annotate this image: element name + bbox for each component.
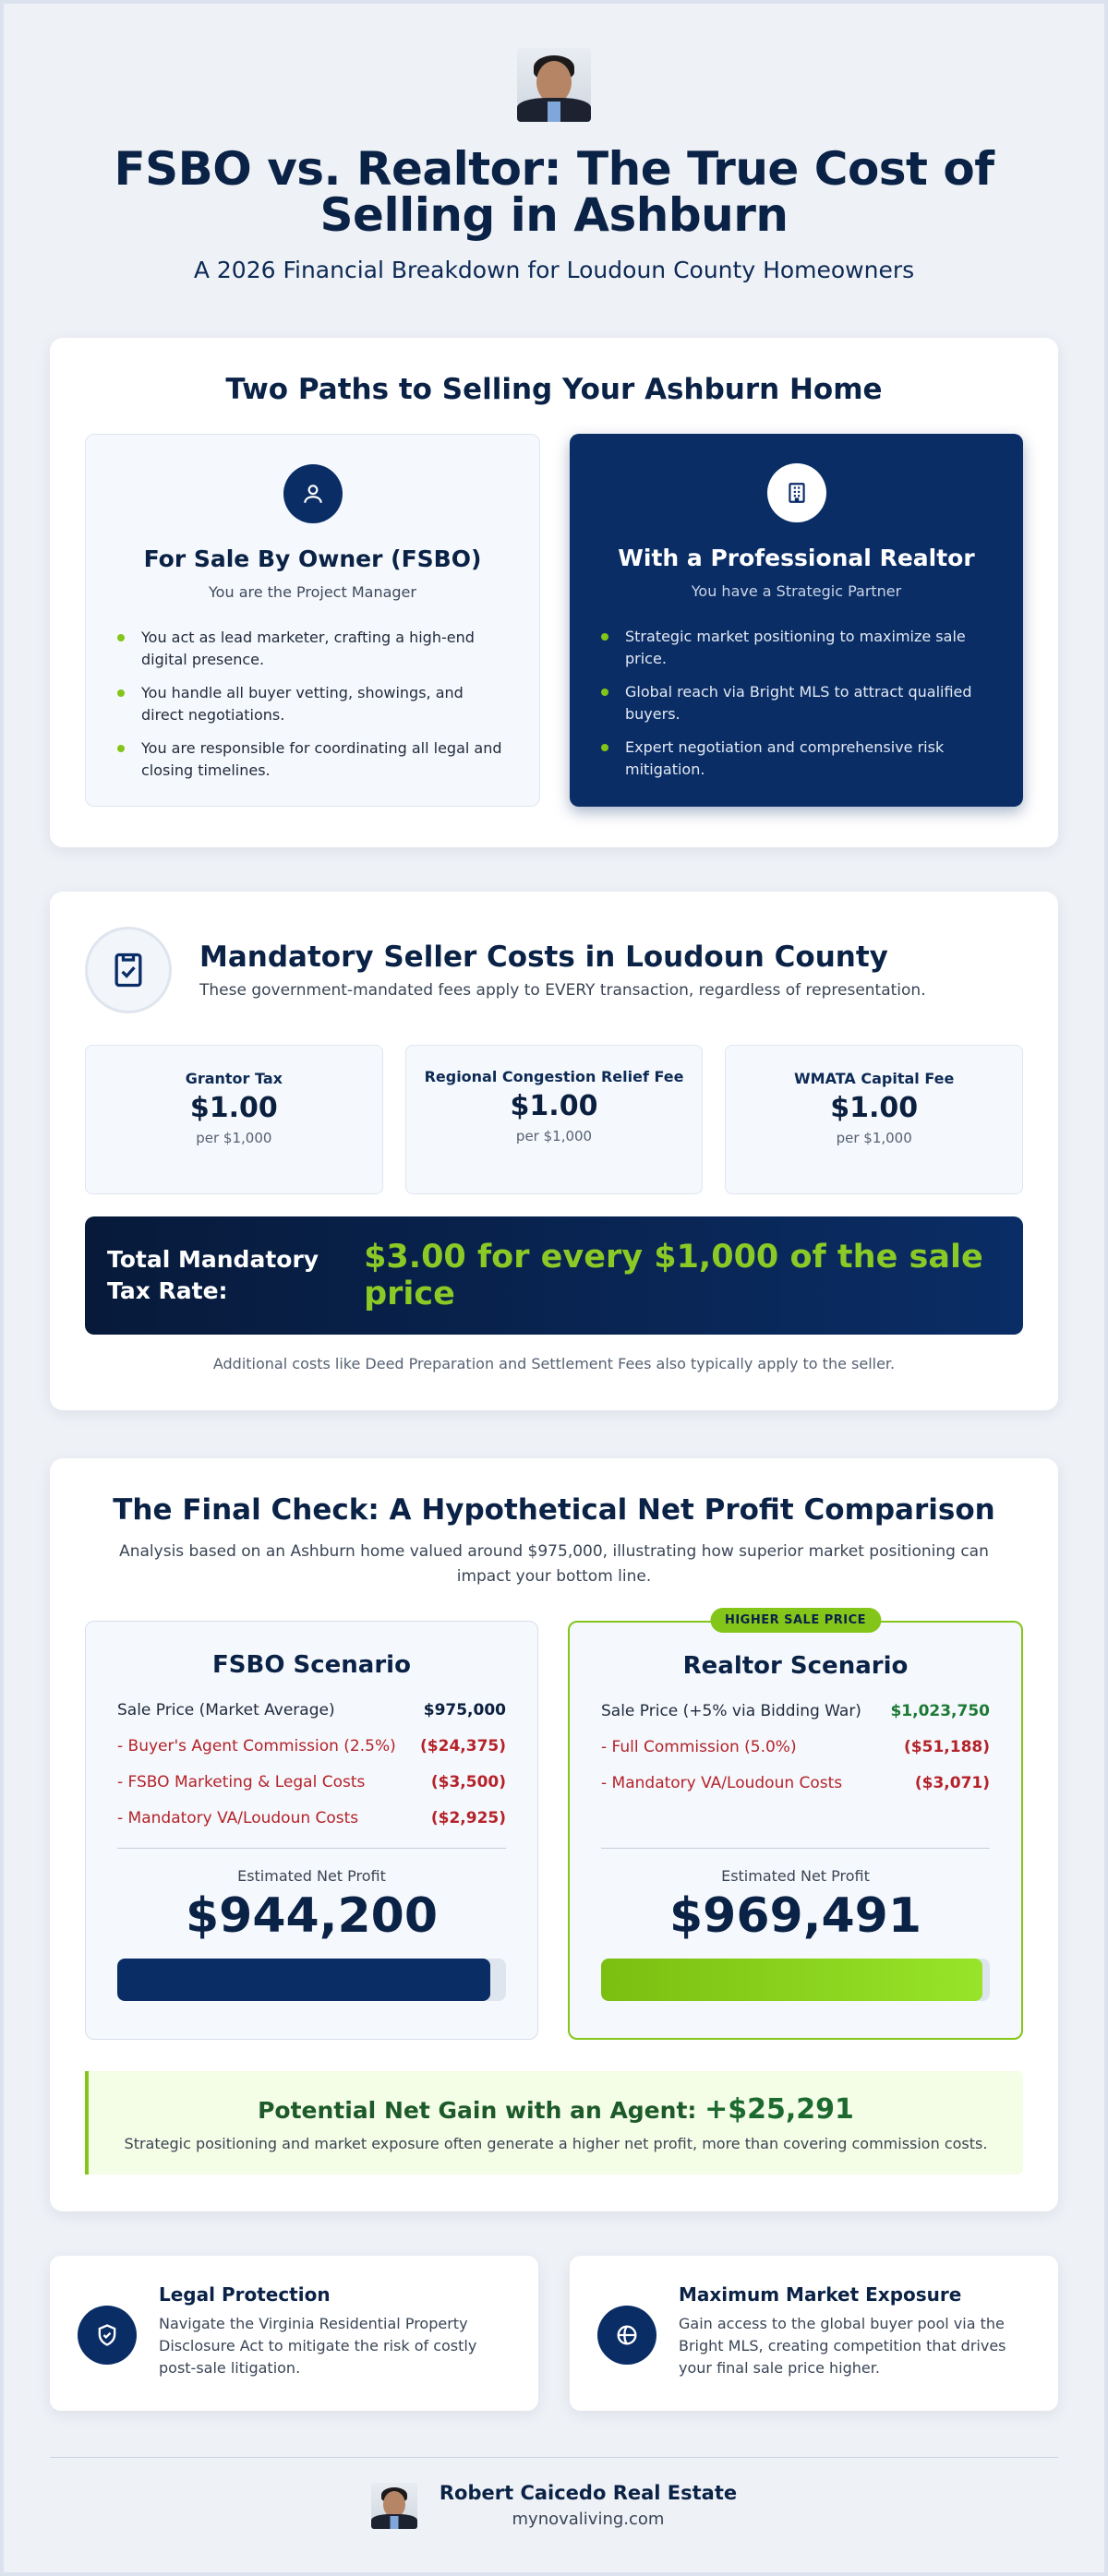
divider	[117, 1848, 506, 1849]
agent-photo-small	[371, 2483, 417, 2529]
fsbo-path-title: For Sale By Owner (FSBO)	[143, 545, 482, 572]
net-gain-label: Potential Net Gain with an Agent:	[258, 2097, 697, 2125]
line-label: Sale Price (Market Average)	[117, 1701, 335, 1720]
realtor-profit-bar	[601, 1959, 990, 2001]
fee-card	[85, 1045, 383, 1194]
mandatory-costs-description: These government-mandated fees apply to EVERY transaction, regardless of representation.	[199, 981, 926, 1000]
list-item: Expert negotiation and comprehensive risk mitigation.	[601, 737, 992, 781]
feature-title: Maximum Market Exposure	[679, 2283, 962, 2306]
line-item	[601, 1738, 990, 1756]
realtor-path-panel	[570, 434, 1023, 807]
line-item	[117, 1701, 506, 1719]
net-profit-title: The Final Check: A Hypothetical Net Profit Comparison	[113, 1493, 995, 1527]
footer-website-link[interactable]: mynovaliving.com	[512, 2510, 665, 2529]
fsbo-path-tagline: You are the Project Manager	[209, 583, 416, 601]
features-row	[50, 2256, 1058, 2411]
agent-photo	[517, 48, 591, 122]
line-item	[601, 1702, 990, 1720]
realtor-scenario	[568, 1613, 1023, 2040]
feature-legal-protection	[50, 2256, 538, 2411]
line-value: ($51,188)	[904, 1738, 990, 1757]
list-item: Global reach via Bright MLS to attract qualified buyers.	[601, 681, 992, 725]
net-profit-subtitle: Analysis based on an Ashburn home valued around $975,000, illustrating how superior market positioning can impact your bottom line.	[119, 1542, 989, 1587]
mandatory-costs-note: Additional costs like Deed Preparation and Settlement Fees also typically apply to the seller.	[212, 1355, 896, 1372]
two-paths-title: Two Paths to Selling Your Ashburn Home	[225, 373, 883, 406]
footer	[50, 2457, 1058, 2529]
feature-title: Legal Protection	[159, 2283, 331, 2306]
list-item: You act as lead marketer, crafting a high-end digital presence.	[117, 627, 508, 671]
page-subtitle: A 2026 Financial Breakdown for Loudoun County Homeowners	[193, 257, 915, 283]
line-value: ($24,375)	[420, 1737, 506, 1756]
line-item	[117, 1809, 506, 1827]
fee-name: Grantor Tax	[185, 1070, 283, 1087]
fee-name: WMATA Capital Fee	[794, 1070, 955, 1087]
net-gain-value: +$25,291	[705, 2093, 854, 2127]
list-item: You are responsible for coordinating all legal and closing timelines.	[117, 737, 508, 782]
fsbo-path-list	[117, 627, 508, 782]
net-gain-note: Strategic positioning and market exposure often generate a higher net profit, more than covering commission costs.	[124, 2135, 988, 2153]
line-value: $1,023,750	[890, 1702, 990, 1721]
person-icon	[283, 464, 343, 523]
realtor-net-profit: $969,491	[668, 1888, 922, 1945]
fee-card	[725, 1045, 1023, 1194]
document-check-icon	[85, 927, 172, 1013]
fee-unit: per $1,000	[196, 1130, 272, 1146]
line-value: $975,000	[423, 1701, 506, 1720]
mandatory-costs-card	[50, 892, 1058, 1410]
feature-market-exposure	[570, 2256, 1058, 2411]
fsbo-path-panel	[85, 434, 540, 807]
fsbo-profit-bar	[117, 1959, 506, 2001]
line-item	[117, 1773, 506, 1791]
building-icon	[767, 463, 826, 522]
footer-brand-name: Robert Caicedo Real Estate	[439, 2482, 738, 2504]
fee-amount: $1.00	[830, 1092, 919, 1124]
fee-card	[405, 1045, 704, 1194]
fee-amount: $1.00	[189, 1092, 278, 1124]
two-paths-card	[50, 338, 1058, 847]
higher-sale-price-badge: HIGHER SALE PRICE	[710, 1608, 881, 1633]
fee-unit: per $1,000	[836, 1130, 912, 1146]
divider	[601, 1848, 990, 1849]
net-gain-heading	[89, 2093, 1023, 2126]
realtor-path-tagline: You have a Strategic Partner	[691, 582, 902, 600]
fee-unit: per $1,000	[515, 1128, 593, 1144]
net-profit-label: Estimated Net Profit	[721, 1867, 870, 1886]
globe-icon	[597, 2306, 656, 2365]
line-value: ($3,071)	[914, 1774, 990, 1793]
line-item	[117, 1737, 506, 1755]
fee-name: Regional Congestion Relief Fee	[424, 1068, 684, 1085]
line-label: - Mandatory VA/Loudoun Costs	[601, 1774, 843, 1793]
realtor-path-list	[601, 626, 992, 781]
fsbo-scenario-title: FSBO Scenario	[212, 1651, 411, 1680]
net-gain-callout	[85, 2071, 1023, 2175]
realtor-scenario-title: Realtor Scenario	[682, 1652, 909, 1681]
list-item: You handle all buyer vetting, showings, and direct negotiations.	[117, 682, 508, 726]
line-label: Sale Price (+5% via Bidding War)	[601, 1702, 861, 1721]
fsbo-net-profit: $944,200	[185, 1888, 439, 1945]
net-profit-card	[50, 1458, 1058, 2211]
line-item	[601, 1774, 990, 1792]
shield-check-icon	[78, 2306, 137, 2365]
total-tax-rate-bar	[85, 1216, 1023, 1335]
list-item: Strategic market positioning to maximize sale price.	[601, 626, 992, 670]
line-label: - Full Commission (5.0%)	[601, 1738, 797, 1757]
line-label: - FSBO Marketing & Legal Costs	[117, 1773, 366, 1792]
page-title: FSBO vs. Realtor: The True Cost of Selling in Ashburn	[114, 142, 994, 242]
line-label: - Mandatory VA/Loudoun Costs	[117, 1809, 359, 1828]
total-tax-label: Total Mandatory Tax Rate:	[107, 1246, 319, 1304]
realtor-path-title: With a Professional Realtor	[618, 545, 975, 571]
header	[4, 4, 1104, 283]
mandatory-costs-title: Mandatory Seller Costs in Loudoun County	[199, 941, 888, 974]
feature-text: Navigate the Virginia Residential Property Disclosure Act to mitigate the risk of costly post-sale litigation.	[159, 2315, 477, 2377]
fee-amount: $1.00	[510, 1090, 598, 1122]
line-value: ($2,925)	[430, 1809, 506, 1828]
feature-text: Gain access to the global buyer pool via the Bright MLS, creating competition that drives your final sale price higher.	[679, 2315, 1006, 2377]
fsbo-profit-bar-fill	[117, 1959, 490, 2001]
line-label: - Buyer's Agent Commission (2.5%)	[117, 1737, 396, 1756]
realtor-profit-bar-fill	[601, 1959, 982, 2001]
line-value: ($3,500)	[430, 1773, 506, 1792]
fsbo-scenario	[85, 1621, 538, 2040]
total-tax-value: $3.00 for every $1,000 of the sale price	[364, 1238, 983, 1312]
net-profit-label: Estimated Net Profit	[237, 1867, 386, 1886]
